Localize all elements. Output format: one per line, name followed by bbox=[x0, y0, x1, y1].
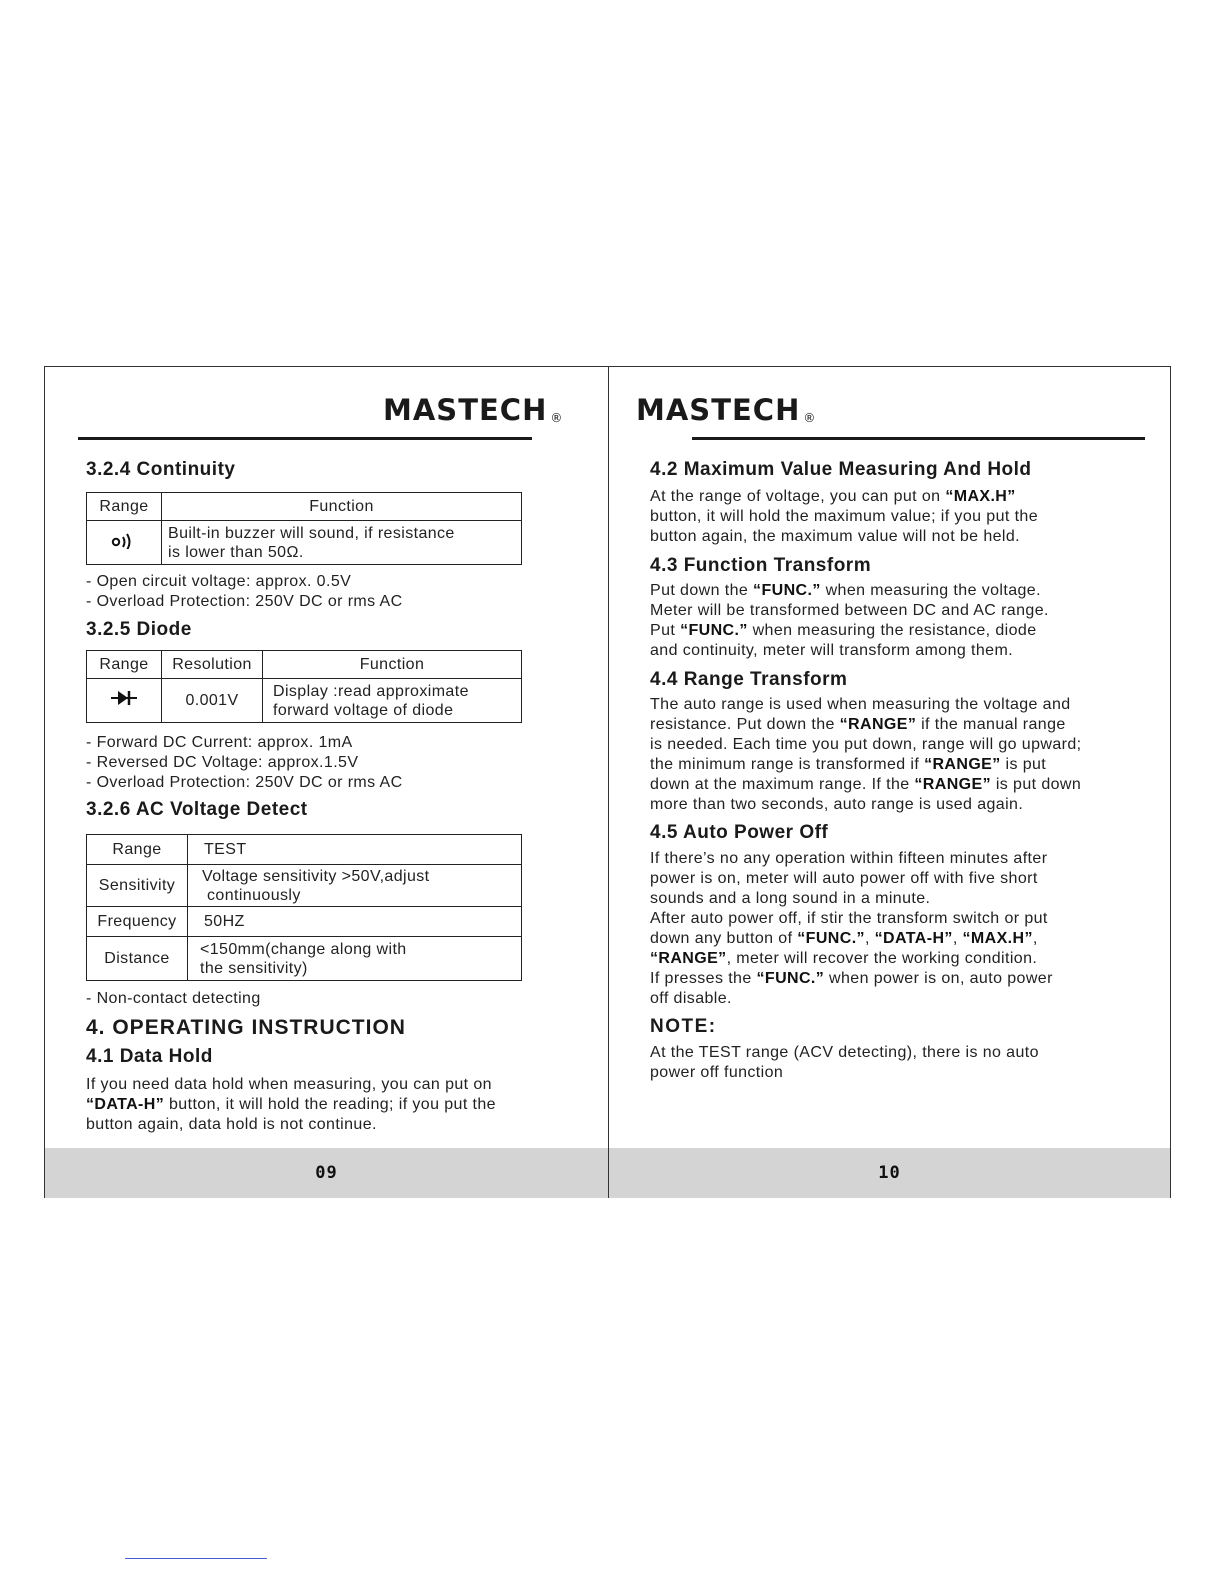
ac-detect-note: - Non-contact detecting bbox=[86, 990, 261, 1007]
col-header-range: Range bbox=[87, 651, 162, 679]
key-range: “RANGE” bbox=[924, 756, 1001, 773]
key-range: “RANGE” bbox=[650, 950, 727, 967]
diode-table bbox=[86, 650, 522, 723]
ac-row-value: <150mm(change along with bbox=[200, 940, 407, 958]
section-title-diode: 3.2.5 Diode bbox=[86, 619, 192, 640]
note-title: NOTE: bbox=[650, 1016, 717, 1037]
auto-off-paragraph: If there’s no any operation within fifteen minutes after power is on, meter will auto power off with five short sounds and a long sound in a minute. After auto power off, if stir the transform switch or put down any button of “FUNC.”, “DATA-H”, “MAX.H”, “RANGE”, meter will recover the working condition. If presses the “FUNC.” when power is on, auto power off disable. bbox=[650, 850, 1053, 1007]
ac-row-value: Voltage sensitivity >50V,adjust bbox=[202, 867, 430, 885]
col-header-function: Function bbox=[162, 493, 522, 521]
diode-note: - Reversed DC Voltage: approx.1.5V bbox=[86, 754, 359, 771]
page-bottom-underline bbox=[125, 1558, 267, 1559]
page-number-left: 09 bbox=[45, 1148, 608, 1198]
diode-note: - Overload Protection: 250V DC or rms AC bbox=[86, 774, 403, 791]
ac-row-label: Distance bbox=[87, 937, 188, 981]
key-max-h: “MAX.H” bbox=[962, 930, 1033, 947]
key-data-h: “DATA-H” bbox=[86, 1096, 165, 1113]
brand-logo-right: MASTECH ® bbox=[636, 393, 817, 427]
data-hold-paragraph: If you need data hold when measuring, you can put on “DATA-H” button, it will hold the reading; if you put the button again, data hold is not continue. bbox=[86, 1076, 496, 1133]
section-title-max-hold: 4.2 Maximum Value Measuring And Hold bbox=[650, 459, 1032, 480]
ac-row-label: Frequency bbox=[87, 907, 188, 937]
ac-row-label: Sensitivity bbox=[87, 865, 188, 907]
ac-row-label: Range bbox=[87, 835, 188, 865]
range-transform-paragraph: The auto range is used when measuring the voltage and resistance. Put down the “RANGE” if the manual range is needed. Each time you put down, range will go upward; the minimum range is transformed if “RANGE” is put down at the maximum range. If the “RANGE” is put down more than two seconds, auto range is used again. bbox=[650, 696, 1082, 813]
key-func: “FUNC.” bbox=[753, 582, 821, 599]
buzzer-icon bbox=[87, 521, 162, 565]
col-header-function: Function bbox=[263, 651, 522, 679]
brand-logo-left: MASTECH ® bbox=[383, 393, 564, 427]
continuity-function-line2: is lower than 50Ω. bbox=[168, 543, 304, 561]
key-range: “RANGE” bbox=[839, 716, 917, 733]
page-number-right: 10 bbox=[609, 1148, 1170, 1198]
note-paragraph: At the TEST range (ACV detecting), there is no auto power off function bbox=[650, 1044, 1039, 1081]
continuity-function-line1: Built-in buzzer will sound, if resistance bbox=[168, 524, 455, 542]
diode-resolution: 0.001V bbox=[162, 679, 263, 723]
continuity-note: - Overload Protection: 250V DC or rms AC bbox=[86, 593, 403, 610]
col-header-resolution: Resolution bbox=[162, 651, 263, 679]
section-title-ac-detect: 3.2.6 AC Voltage Detect bbox=[86, 799, 308, 820]
section-title-func-transform: 4.3 Function Transform bbox=[650, 555, 872, 576]
section-title-continuity: 3.2.4 Continuity bbox=[86, 459, 236, 480]
section-title-data-hold: 4.1 Data Hold bbox=[86, 1046, 213, 1067]
key-func: “FUNC.” bbox=[680, 622, 748, 639]
col-header-range: Range bbox=[87, 493, 162, 521]
chapter-title-operating: 4. OPERATING INSTRUCTION bbox=[86, 1016, 406, 1039]
continuity-note: - Open circuit voltage: approx. 0.5V bbox=[86, 573, 352, 590]
key-range: “RANGE” bbox=[914, 776, 991, 793]
continuity-table bbox=[86, 492, 522, 565]
diode-icon bbox=[87, 679, 162, 723]
header-rule-right bbox=[692, 437, 1145, 440]
diode-function-line1: Display :read approximate bbox=[273, 682, 469, 700]
key-data-h: “DATA-H” bbox=[874, 930, 953, 947]
key-func: “FUNC.” bbox=[797, 930, 865, 947]
ac-detect-table bbox=[86, 834, 522, 981]
section-title-auto-off: 4.5 Auto Power Off bbox=[650, 822, 829, 843]
ac-row-value: TEST bbox=[188, 835, 522, 865]
header-rule-left bbox=[78, 437, 532, 440]
max-hold-paragraph: At the range of voltage, you can put on “MAX.H” button, it will hold the maximum value; if you put the button again, the maximum value will not be held. bbox=[650, 488, 1039, 545]
ac-row-value: 50HZ bbox=[188, 907, 522, 937]
diode-function-line2: forward voltage of diode bbox=[273, 701, 454, 719]
key-max-h: “MAX.H” bbox=[945, 488, 1016, 505]
diode-note: - Forward DC Current: approx. 1mA bbox=[86, 734, 353, 751]
page-divider bbox=[608, 367, 609, 1197]
ac-row-value-cont: continuously bbox=[207, 886, 301, 904]
func-transform-paragraph: Put down the “FUNC.” when measuring the voltage. Meter will be transformed between DC and AC range. Put “FUNC.” when measuring the resistance, diode and continuity, meter will transform among them. bbox=[650, 582, 1049, 659]
ac-row-value-cont: the sensitivity) bbox=[200, 959, 308, 977]
section-title-range-transform: 4.4 Range Transform bbox=[650, 669, 848, 690]
key-func: “FUNC.” bbox=[756, 970, 825, 987]
